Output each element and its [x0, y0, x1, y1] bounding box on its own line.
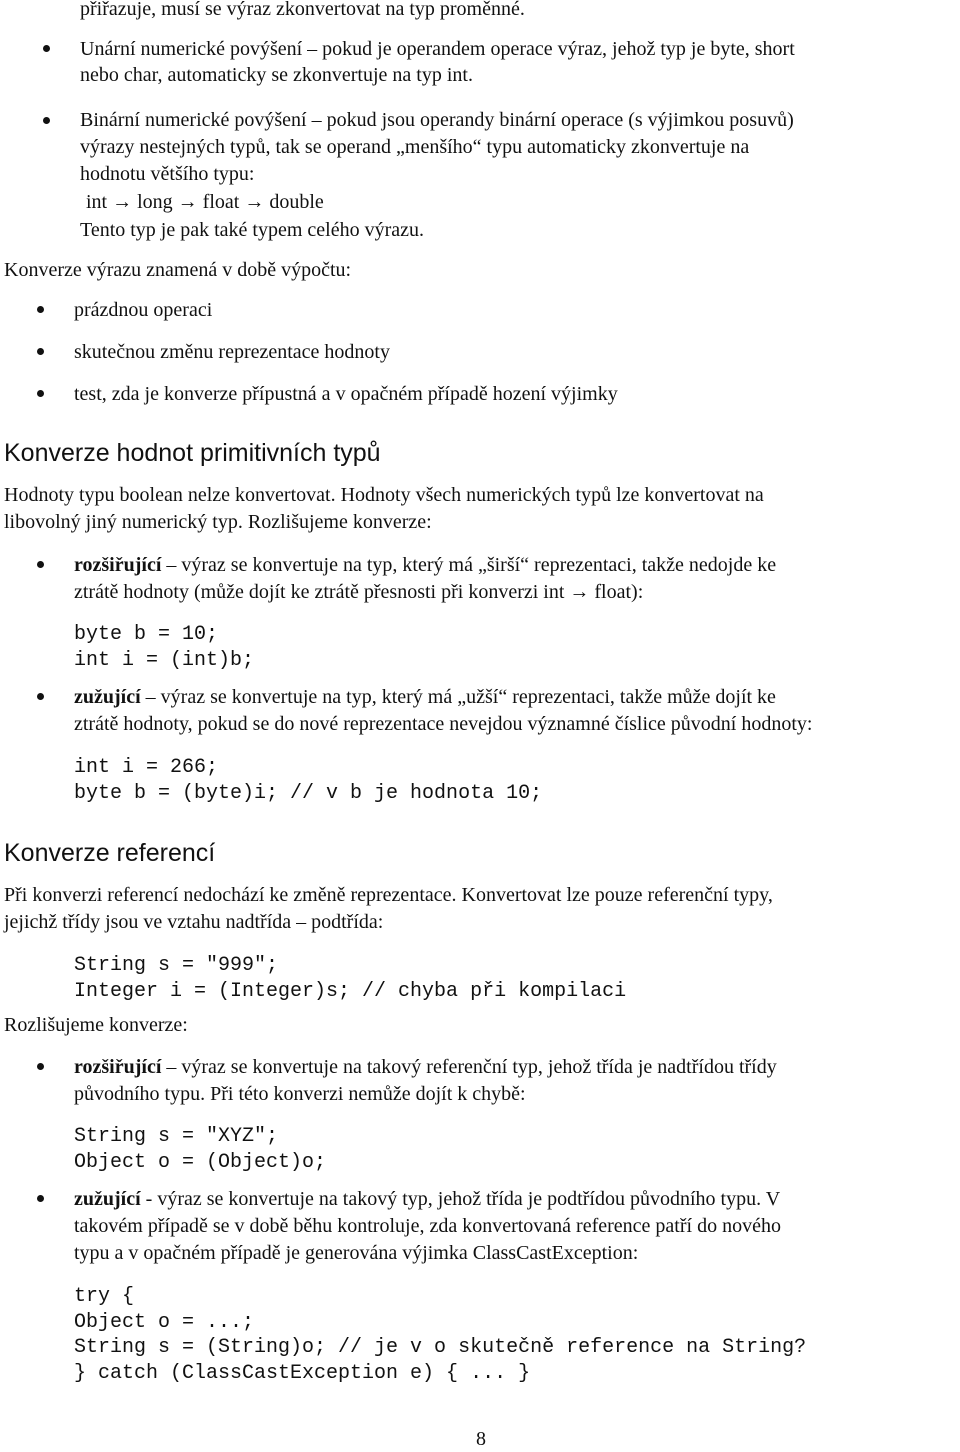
text-line: Hodnoty typu boolean nelze konvertovat. Hodnoty všech numerických typů lze konvertovat na [4, 484, 764, 506]
list-item: skutečnou změnu reprezentace hodnoty [74, 341, 390, 363]
term: Binární numerické povýšení [80, 109, 307, 131]
code-line: Integer i = (Integer)s; // chyba při kompilaci [74, 980, 627, 1003]
text-line: Tento typ je pak také typem celého výrazu. [80, 219, 425, 241]
text-span: – výraz se konvertuje na typ, který má „užší“ reprezentaci, takže může dojít ke [140, 686, 776, 708]
code-line: try { [74, 1285, 135, 1308]
bullet-icon [37, 693, 44, 700]
text-span: – výraz se konvertuje na takový referenční typ, jehož třída je nadtřídou třídy [161, 1056, 777, 1078]
bullet-icon [43, 117, 50, 124]
bullet-icon [37, 1195, 44, 1202]
text-line [74, 552, 776, 578]
section-heading: Konverze hodnot primitivních typů [4, 439, 381, 467]
text-line: jejichž třídy jsou ve vztahu nadtřída – podtřída: [4, 911, 384, 933]
bullet-icon [37, 1063, 44, 1070]
text-line: nebo char, automaticky se zkonvertuje na typ int. [80, 64, 473, 86]
section-heading: Konverze referencí [4, 839, 216, 867]
code-line: String s = "XYZ"; [74, 1125, 279, 1148]
text-line [74, 1054, 777, 1080]
bullet-icon [37, 348, 44, 355]
text-span: – pokud je operandem operace výraz, jehož typ je byte, short [302, 38, 795, 60]
bullet-icon [37, 306, 44, 313]
code-line: String s = "999"; [74, 954, 279, 977]
text-line: ztrátě hodnoty, pokud se do nové reprezentace nevejdou významné číslice původní hodnoty: [74, 713, 813, 735]
type-chain: int → long → float → double [86, 191, 324, 213]
bullet-icon [43, 45, 50, 52]
text-line: typu a v opačném případě je generována výjimka ClassCastException: [74, 1242, 639, 1264]
bullet-icon [37, 390, 44, 397]
term-bold: rozšiřující [74, 1056, 162, 1078]
term-bold: rozšiřující [74, 554, 162, 576]
code-line: Object o = (Object)o; [74, 1151, 327, 1174]
code-line: String s = (String)o; // je v o skutečně reference na String? [74, 1336, 807, 1359]
bullet-icon [37, 561, 44, 568]
text-line: výrazy nestejných typů, tak se operand „menšího“ typu automaticky zkonvertuje na [80, 136, 750, 158]
list-item: test, zda je konverze přípustná a v opačném případě hození výjimky [74, 383, 618, 405]
text-span: - výraz se konvertuje na takový typ, jehož třída je podtřídou původního typu. V [140, 1188, 781, 1210]
term-bold: zužující [74, 1188, 141, 1210]
text-line: takovém případě se v době běhu kontroluje, zda konvertovaná reference patří do nového [74, 1215, 781, 1237]
text-line: Při konverzi referencí nedochází ke změně reprezentace. Konvertovat lze pouze referenční typy, [4, 884, 773, 906]
text-line: Rozlišujeme konverze: [4, 1014, 188, 1036]
page-number: 8 [476, 1428, 486, 1450]
text-line: Konverze výrazu znamená v době výpočtu: [4, 259, 352, 281]
code-line: int i = (int)b; [74, 649, 255, 672]
list-item: prázdnou operaci [74, 299, 213, 321]
text-line: ztrátě hodnoty (může dojít ke ztrátě přesnosti při konverzi int → float): [74, 581, 644, 603]
text-line [74, 684, 776, 710]
code-line: byte b = 10; [74, 623, 219, 646]
term: Unární numerické povýšení [80, 38, 303, 60]
code-line: } catch (ClassCastException e) { ... } [74, 1362, 531, 1385]
text-line [80, 107, 794, 133]
text-line: hodnotu většího typu: [80, 163, 255, 185]
text-line [74, 1186, 780, 1212]
term-bold: zužující [74, 686, 141, 708]
text-line: přiřazuje, musí se výraz zkonvertovat na typ proměnné. [80, 0, 525, 20]
text-span: – pokud jsou operandy binární operace (s výjimkou posuvů) [306, 109, 794, 131]
text-line: původního typu. Při této konverzi nemůže dojít k chybě: [74, 1083, 526, 1105]
code-line: byte b = (byte)i; // v b je hodnota 10; [74, 782, 543, 805]
code-line: Object o = ...; [74, 1311, 255, 1334]
code-line: int i = 266; [74, 756, 219, 779]
text-span: – výraz se konvertuje na typ, který má „širší“ reprezentaci, takže nedojde ke [161, 554, 777, 576]
text-line [80, 36, 795, 62]
text-line: libovolný jiný numerický typ. Rozlišujeme konverze: [4, 511, 432, 533]
